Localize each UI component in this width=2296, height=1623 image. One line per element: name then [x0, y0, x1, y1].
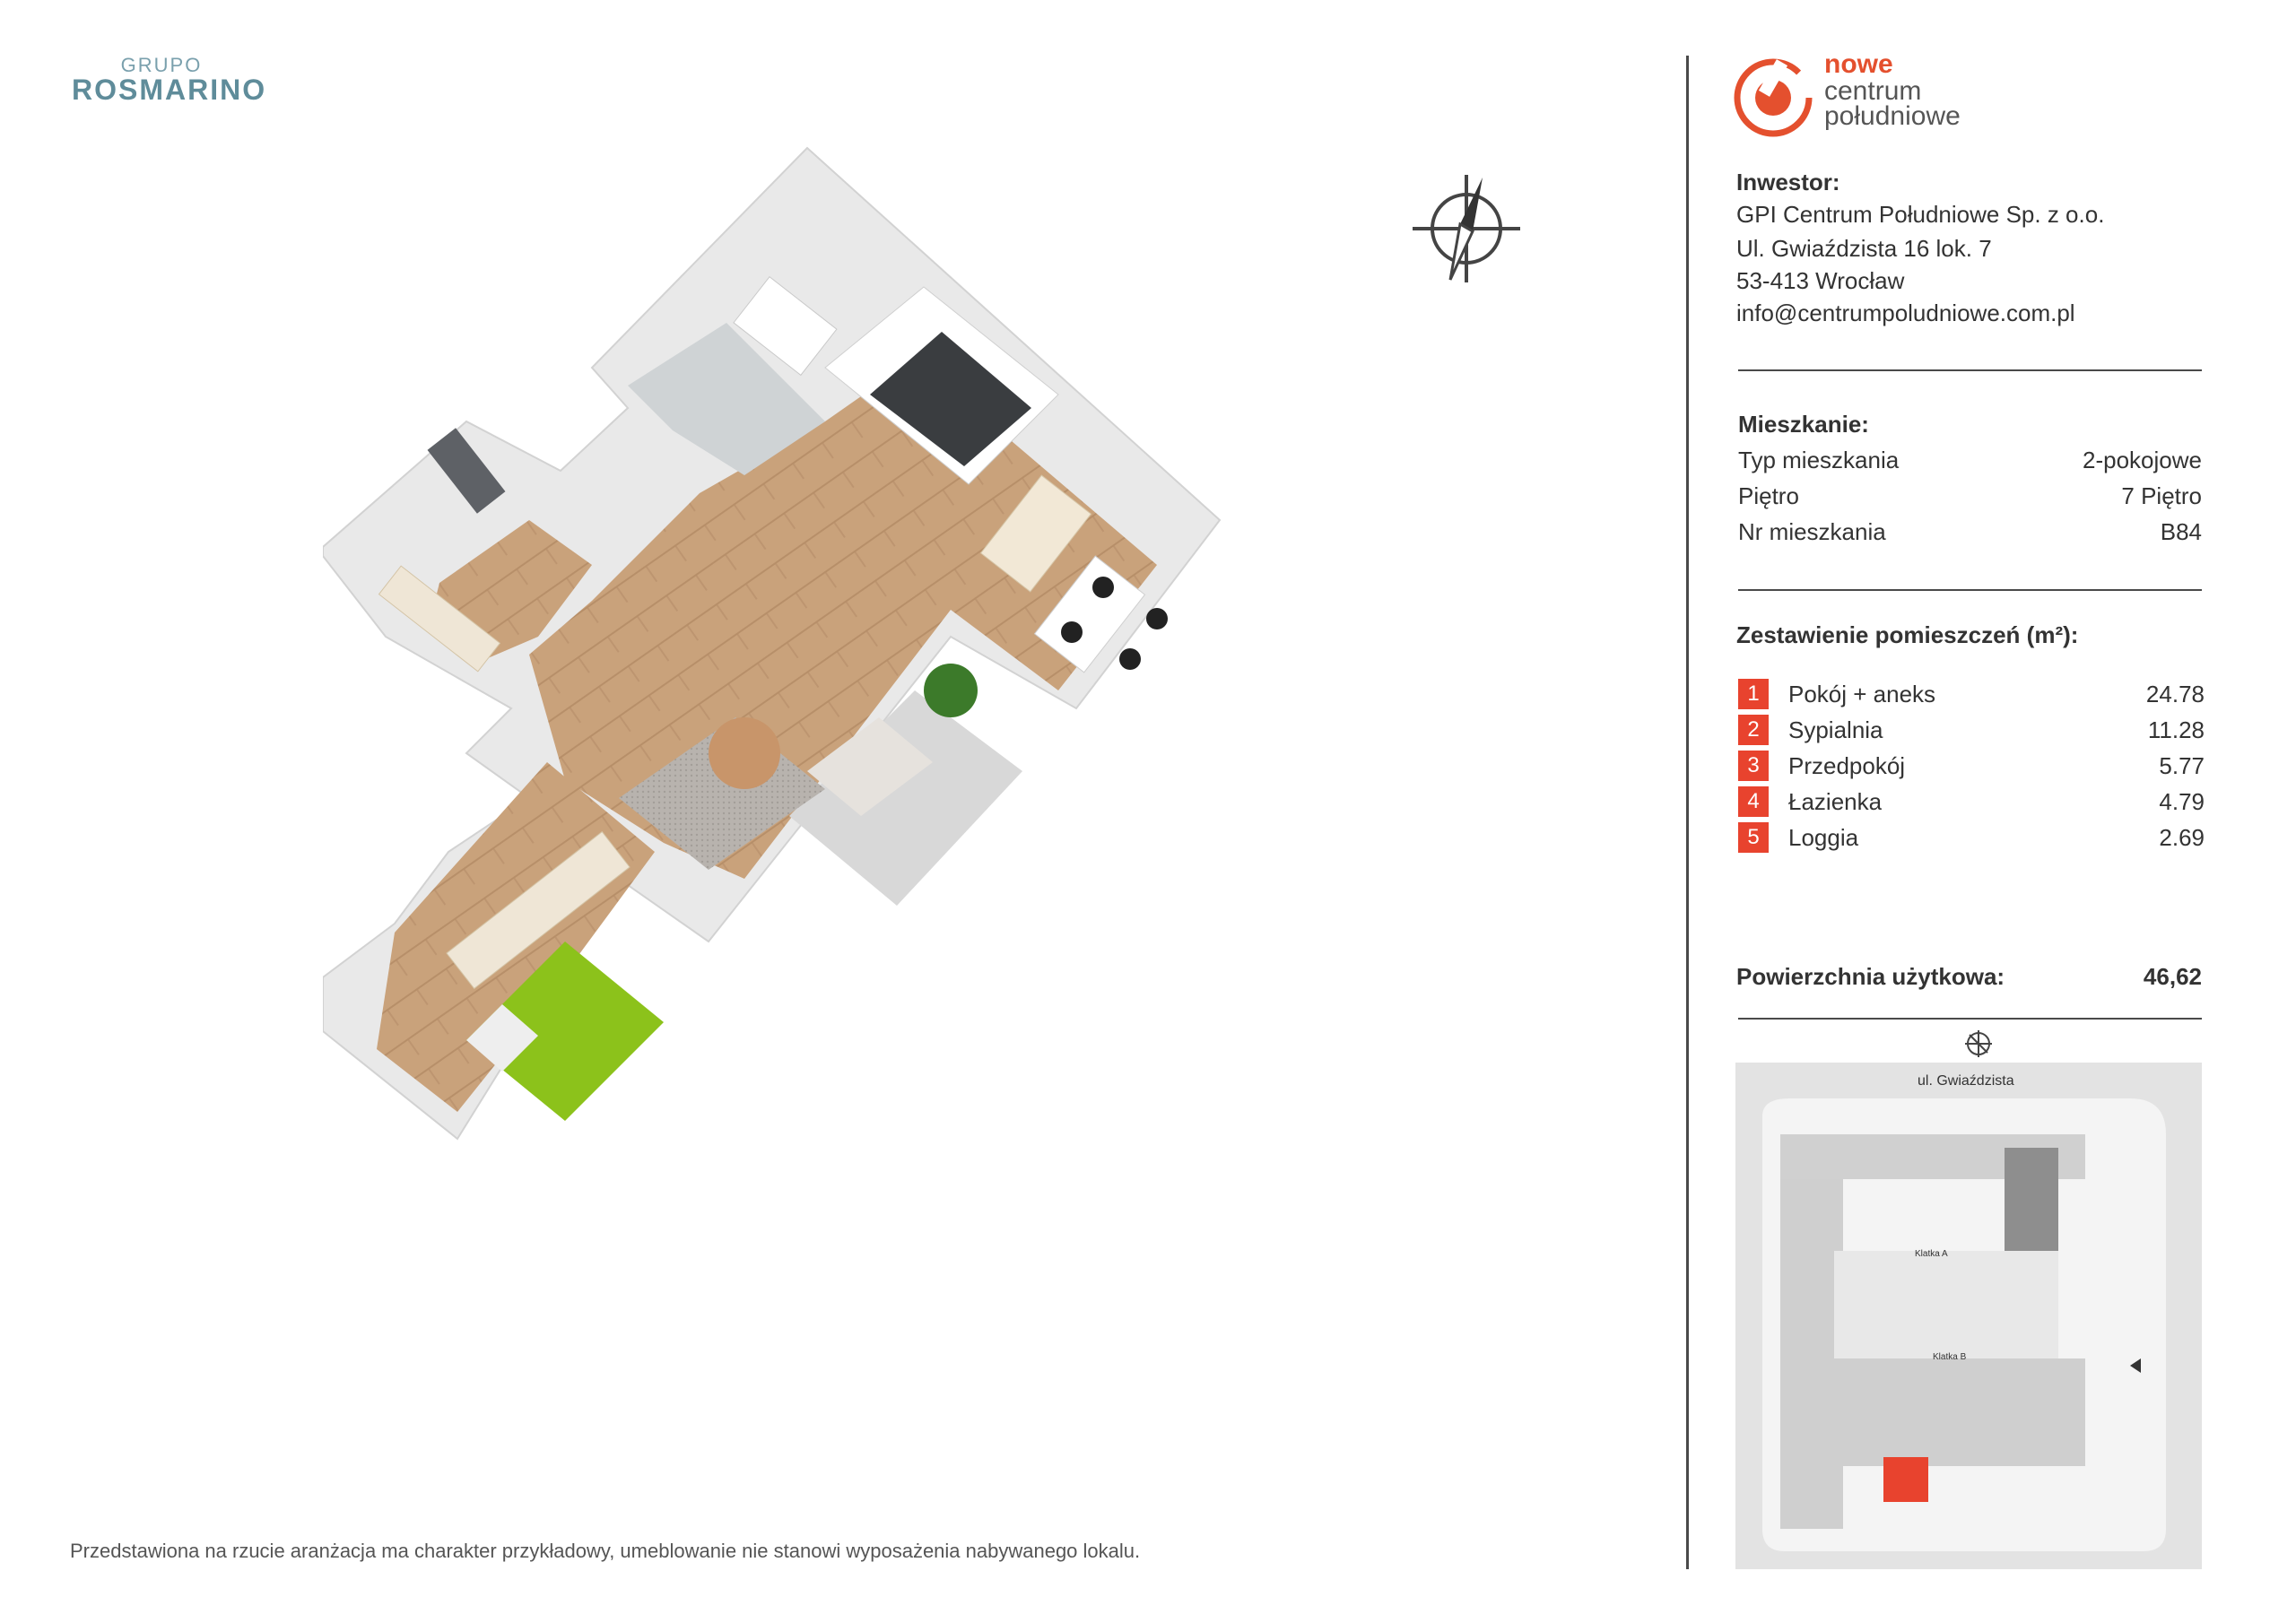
apartment-type-value: 2-pokojowe — [2083, 447, 2202, 473]
logo-word-centrum: centrum — [1824, 76, 1922, 106]
room-area: 5.77 — [2159, 752, 2205, 779]
compass-icon — [1408, 170, 1525, 287]
divider-line — [1738, 1018, 2202, 1020]
room-name: Przedpokój — [1788, 752, 1906, 779]
room-number-badge: 3 — [1738, 751, 1769, 781]
divider-line — [1738, 369, 2202, 371]
room-area: 4.79 — [2159, 788, 2205, 815]
coffee-table — [709, 717, 780, 789]
divider-line — [1738, 589, 2202, 591]
total-area-value: 46,62 — [2143, 963, 2202, 990]
apartment-marker — [1883, 1457, 1928, 1502]
room-number-badge: 4 — [1738, 786, 1769, 817]
room-area: 11.28 — [2147, 716, 2205, 743]
logo-word-poludniowe: południowe — [1824, 101, 1961, 131]
stair-b-label: Klatka B — [1933, 1352, 1967, 1362]
room-name: Pokój + aneks — [1788, 681, 1936, 707]
parking-block — [2005, 1148, 2058, 1251]
rooms-heading: Zestawienie pomieszczeń (m²): — [1736, 621, 2079, 648]
room-number-badge: 2 — [1738, 715, 1769, 745]
investor-heading: Inwestor: — [1736, 169, 1840, 195]
investor-email[interactable]: info@centrumpoludniowe.com.pl — [1736, 299, 2075, 326]
logo-word-nowe: nowe — [1824, 49, 1893, 79]
dining-chair — [1092, 577, 1114, 598]
apartment-type-label: Typ mieszkania — [1738, 447, 1900, 473]
investor-city: 53-413 Wrocław — [1736, 267, 1905, 294]
disclaimer-footnote: Przedstawiona na rzucie aranżacja ma charakter przykładowy, umeblowanie nie stanowi wyposażenia nabywanego lokalu. — [70, 1540, 1141, 1562]
plant — [924, 664, 978, 717]
total-area-label: Powierzchnia użytkowa: — [1736, 963, 2005, 990]
stair-a-label: Klatka A — [1915, 1249, 1948, 1259]
room-name: Loggia — [1788, 824, 1859, 851]
dining-chair — [1146, 608, 1168, 629]
floor-label: Piętro — [1738, 482, 1799, 509]
room-area: 24.78 — [2145, 681, 2205, 707]
vertical-divider — [1686, 56, 1689, 1569]
site-plan-compass-icon — [1962, 1028, 1995, 1060]
apartment-heading: Mieszkanie: — [1738, 411, 1869, 438]
room-name: Sypialnia — [1788, 716, 1883, 743]
room-name: Łazienka — [1788, 788, 1883, 815]
floor-value: 7 Piętro — [2121, 482, 2202, 509]
brand-logo-text: ROSMARINO — [72, 74, 267, 106]
building-block — [1843, 1358, 2085, 1466]
floor-plan-illustration — [323, 135, 1471, 1462]
dining-chair — [1061, 621, 1083, 643]
apartment-number-label: Nr mieszkania — [1738, 518, 1886, 545]
brand-group-label: GRUPO — [120, 54, 203, 76]
site-plan — [1735, 1063, 2202, 1569]
apartment-number-value: B84 — [2160, 518, 2202, 545]
building-block — [1780, 1179, 1843, 1529]
site-plan-street-label: ul. Gwiaździsta — [1918, 1073, 2014, 1089]
dining-chair — [1119, 648, 1141, 670]
room-number-badge: 5 — [1738, 822, 1769, 853]
courtyard — [1834, 1251, 2058, 1358]
room-area: 2.69 — [2159, 824, 2205, 851]
nowe-logo-icon — [1731, 56, 1816, 141]
investor-company: GPI Centrum Południowe Sp. z o.o. — [1736, 201, 2105, 228]
investor-street: Ul. Gwiaździsta 16 lok. 7 — [1736, 235, 1992, 262]
room-number-badge: 1 — [1738, 679, 1769, 709]
